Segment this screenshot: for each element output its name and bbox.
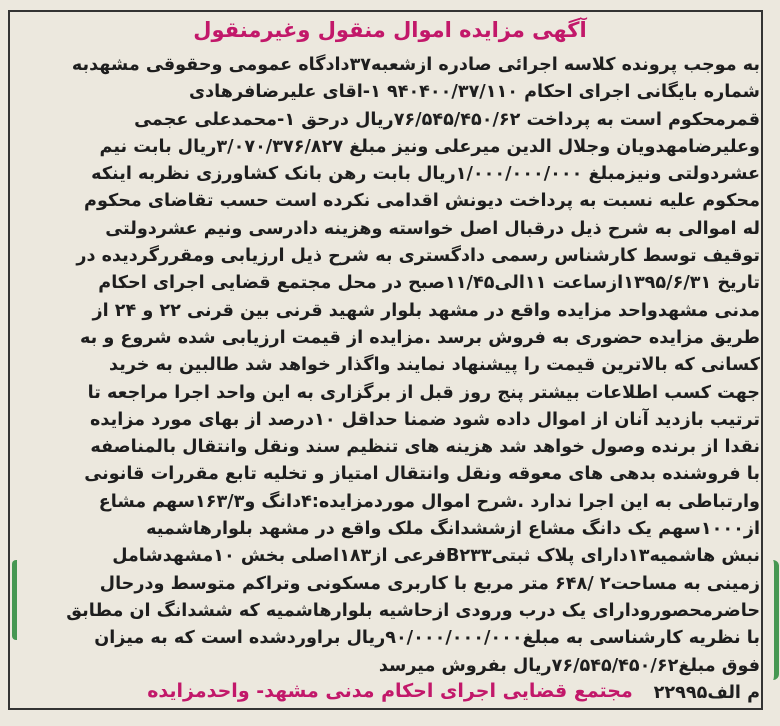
notice-line: نبش هاشمیه۱۳دارای پلاک ثبتیB۲۳۳فرعی از۱۸۳اصلی بخش ۱۰مشهدشامل <box>112 546 760 567</box>
notice-line: از۱۰۰۰سهم یک دانگ مشاع ازششدانگ ملک واقع در مشهد بلوارهاشمیه <box>146 519 760 540</box>
notice-line: طریق مزایده حضوری به فروش برسد .مزایده از قیمت ارزیابی شده شروع و به <box>79 327 760 348</box>
notice-line: با نظریه کارشناسی به مبلغ۹۰/۰۰۰/۰۰۰/۰۰۰ریال براوردشده است که به میزان <box>94 628 760 649</box>
notice-line: ترتیب بازدید آنان از اموال داده شود ضمنا حداقل ۱۰درصد از بهای مورد مزایده <box>90 409 760 430</box>
notice-line: وارتباطی به این اجرا ندارد .شرح اموال موردمزایده:۴دانگ و۱۶۳/۳سهم مشاع <box>98 491 760 512</box>
notice-line: له اموالی به شرح ذیل درقبال اصل خواسته وهزینه دادرسی ونیم عشردولتی <box>105 218 760 239</box>
notice-line: جهت کسب اطلاعات بیشتر پنج روز قبل از برگزاری به این واحد اجرا مراجعه تا <box>87 382 760 403</box>
notice-line: فوق مبلغ۷۶/۵۴۵/۴۵۰/۶۲ریال بفروش میرسد <box>378 655 760 676</box>
notice-line: وعلیرضامهدویان وجلال الدین میرعلی ونیز مبلغ ۳/۰۷۰/۳۷۶/۸۲۷ریال بابت نیم <box>99 136 760 157</box>
notice-footer: مجتمع قضایی اجرای احکام مدنی مشهد- واحدمزایده <box>147 680 633 702</box>
notice-body <box>20 52 760 707</box>
bracket-mark-right <box>760 560 779 680</box>
notice-line: کسانی که بالاترین قیمت را پیشنهاد نمایند واگذار خواهد شد طالبین به خرید <box>109 355 760 376</box>
notice-line: تاریخ ۱۳۹۵/۶/۳۱ازساعت ۱۱الی۱۱/۴۵صبح در محل مجتمع قضایی اجرای احکام <box>98 273 760 294</box>
notice-line: زمینی به مساحت۲ /۶۴۸ متر مربع با کاربری مسکونی وتراکم متوسط ودرحال <box>99 573 760 594</box>
notice-line: توقیف توسط کارشناس رسمی دادگستری به شرح ذیل ارزیابی ومقررگردیده در <box>76 246 760 267</box>
notice-line: م الف۲۲۹۹۵ <box>653 682 760 703</box>
bracket-mark-left <box>12 560 29 640</box>
notice-title: آگهی مزایده اموال منقول وغیرمنقول <box>193 18 587 42</box>
notice-line: محکوم علیه نسبت به پرداخت دیونش اقدامی نکرده است حسب تقاضای محکوم <box>84 191 760 212</box>
notice-line: عشردولتی ونیزمبلغ ۱/۰۰۰/۰۰۰/۰۰۰ریال بابت رهن بانک کشاورزی نظربه اینکه <box>91 164 760 185</box>
notice-line: با فروشنده بدهی های معوقه ونقل وانتقال امتیاز و تخلیه تابع مقررات قانونی <box>84 464 760 485</box>
notice-line: به موجب پرونده کلاسه اجرائی صادره ازشعبه۳۷دادگاه عمومی وحقوقی مشهدبه <box>71 55 760 75</box>
notice-line: مدنی مشهدواحد مزایده واقع در مشهد بلوار شهید قرنی بین قرنی ۲۲ و ۲۴ از <box>92 300 760 321</box>
notice-line: قمرمحکوم است به پرداخت ۷۶/۵۴۵/۴۵۰/۶۲ریال درحق ۱-محمدعلی عجمی <box>134 109 760 130</box>
notice-line: نقدا از برنده وصول خواهد شد هزینه های تنظیم سند ونقل وانتقال بالمناصفه <box>90 437 760 458</box>
notice-line: شماره بایگانی اجرای احکام ۹۴۰۴۰۰/۳۷/۱۱۰ ۱-اقای علیرضافرهادی <box>189 82 760 103</box>
notice-line: حاضرمحصورودارای یک درب ورودی ازحاشیه بلوارهاشمیه که ششدانگ ان مطابق <box>66 600 760 621</box>
